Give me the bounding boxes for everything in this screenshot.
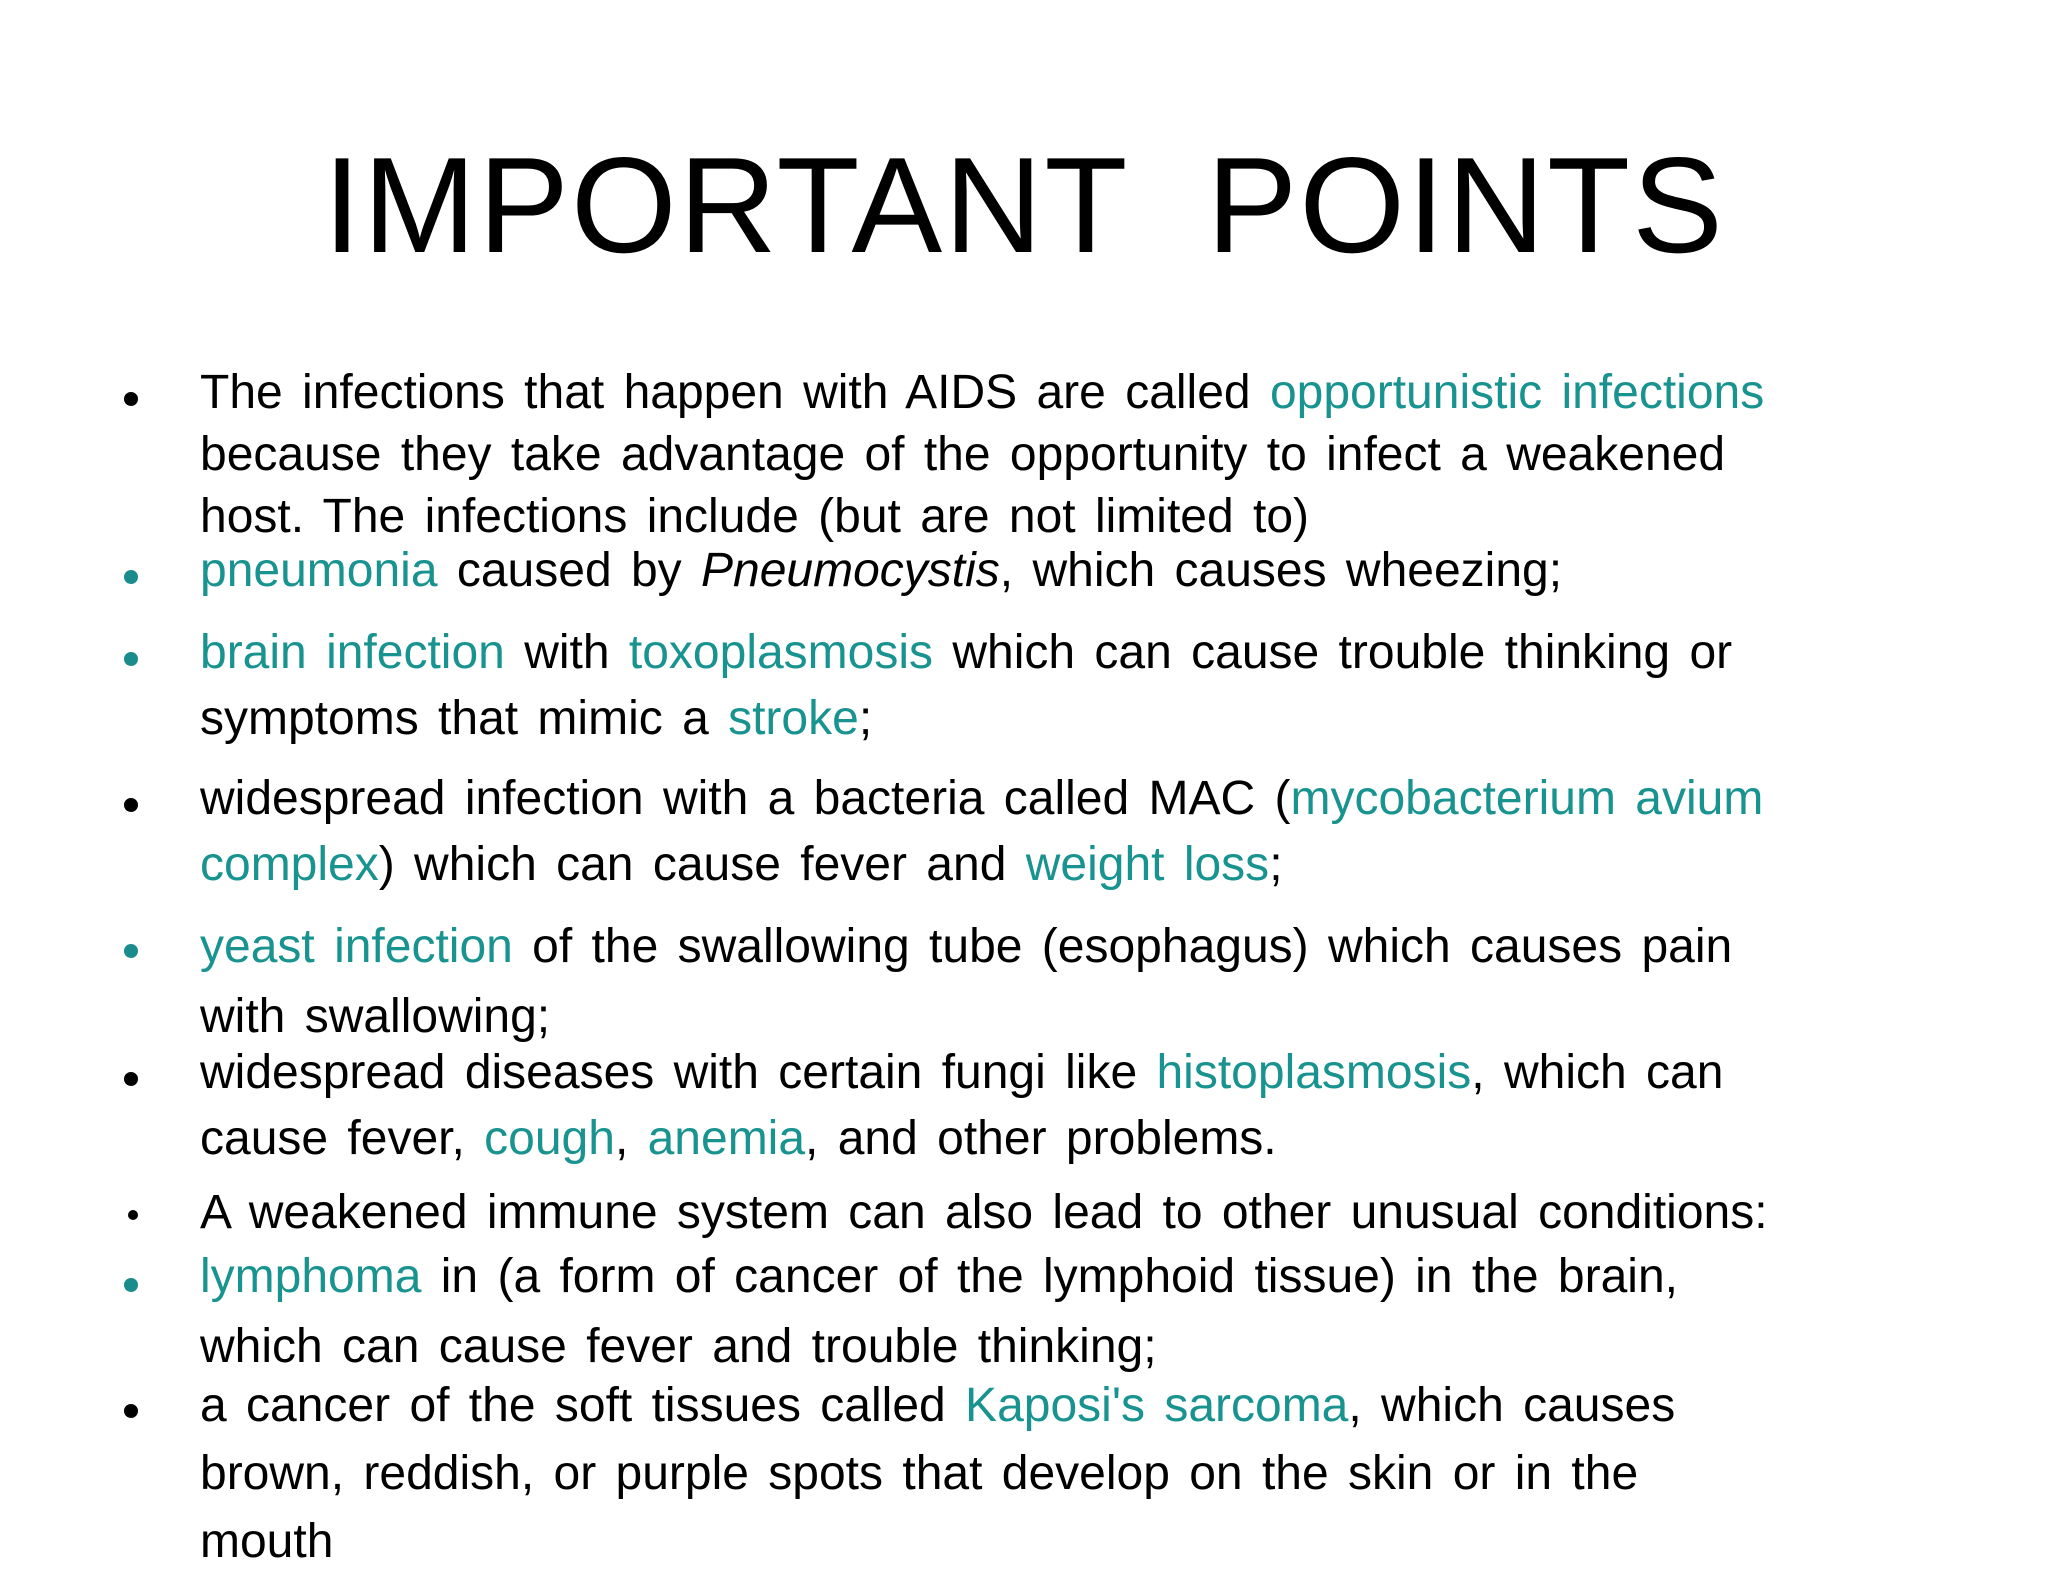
body-text: , which can	[1471, 1046, 1724, 1099]
bullet-marker	[124, 392, 138, 406]
bullet-marker	[124, 944, 138, 958]
highlighted-term: complex	[200, 838, 379, 891]
slide-title: IMPORTANT POINTS	[323, 129, 1725, 281]
bullet-line	[200, 1440, 1920, 1508]
bullet-line	[200, 1106, 1920, 1172]
highlighted-term: Kaposi's sarcoma	[965, 1379, 1349, 1432]
highlighted-term: histoplasmosis	[1156, 1046, 1472, 1099]
body-text: a cancer of the soft tissues called	[200, 1379, 966, 1432]
body-text: in (a form of cancer of the lymphoid tissue) in the brain,	[421, 1250, 1678, 1303]
body-text: with	[504, 626, 629, 679]
bullet-item	[200, 766, 1920, 898]
body-text: , and other problems.	[805, 1112, 1277, 1165]
highlighted-term: opportunistic infections	[1269, 366, 1765, 419]
body-text: ) which can cause fever and	[378, 838, 1026, 891]
highlighted-term: toxoplasmosis	[628, 626, 934, 679]
bullet-line	[200, 424, 1920, 486]
bullet-item	[200, 620, 1920, 752]
body-text: symptoms that mimic a	[200, 692, 729, 745]
bullet-item	[200, 540, 1920, 602]
bullet-line	[200, 766, 1920, 832]
body-text: mouth	[200, 1515, 334, 1568]
body-text: , which causes wheezing;	[999, 544, 1563, 597]
body-text: which can cause fever and trouble thinking;	[200, 1320, 1157, 1373]
italic-term: Pneumocystis	[701, 544, 1000, 597]
bullet-line	[200, 912, 1920, 982]
bullet-marker	[128, 1210, 138, 1220]
highlighted-term: weight loss	[1025, 838, 1270, 891]
body-text: A weakened immune system can also lead to other unusual conditions:	[200, 1186, 1768, 1239]
bullet-item	[200, 1372, 1920, 1576]
highlighted-term: stroke	[728, 692, 859, 745]
body-text: cause fever,	[200, 1112, 485, 1165]
highlighted-term: cough	[484, 1112, 615, 1165]
bullet-item	[200, 912, 1920, 1052]
bullet-line	[200, 540, 1920, 602]
bullet-line	[200, 1040, 1920, 1106]
bullet-line	[200, 1182, 1920, 1244]
body-text: which can cause trouble thinking or	[933, 626, 1733, 679]
body-text: because they take advantage of the opportunity to infect a weakened	[200, 428, 1726, 481]
bullet-item	[200, 1040, 1920, 1172]
bullet-item	[200, 1242, 1920, 1382]
bullet-marker	[124, 798, 138, 812]
bullet-line	[200, 1508, 1920, 1576]
bullet-line	[200, 832, 1920, 898]
body-text: ;	[858, 692, 873, 745]
body-text: , which causes	[1348, 1379, 1676, 1432]
bullet-marker	[124, 570, 138, 584]
body-text: with swallowing;	[200, 990, 551, 1043]
bullet-item	[200, 1182, 1920, 1244]
highlighted-term: lymphoma	[200, 1250, 422, 1303]
bullet-line	[200, 362, 1920, 424]
bullet-marker	[124, 1072, 138, 1086]
highlighted-term: brain infection	[200, 626, 505, 679]
bullet-line	[200, 620, 1920, 686]
bullet-marker	[124, 1278, 138, 1292]
bullet-line	[200, 486, 1920, 548]
bullet-marker	[124, 1404, 138, 1418]
highlighted-term: pneumonia	[200, 544, 438, 597]
highlighted-term: mycobacterium avium	[1290, 772, 1764, 825]
bullet-marker	[124, 652, 138, 666]
body-text: of the swallowing tube (esophagus) which causes pain	[512, 920, 1733, 973]
bullet-line	[200, 1372, 1920, 1440]
body-text: The infections that happen with AIDS are called	[200, 366, 1270, 419]
bullet-line	[200, 1242, 1920, 1312]
body-text: caused by	[437, 544, 701, 597]
body-text: ;	[1269, 838, 1283, 891]
bullet-item	[200, 362, 1920, 548]
body-text: brown, reddish, or purple spots that develop on the skin or in the	[200, 1447, 1639, 1500]
body-text: widespread diseases with certain fungi like	[200, 1046, 1157, 1099]
highlighted-term: anemia	[647, 1112, 806, 1165]
body-text: ,	[614, 1112, 648, 1165]
body-text: widespread infection with a bacteria called MAC (	[200, 772, 1291, 825]
highlighted-term: yeast infection	[200, 920, 513, 973]
body-text: host. The infections include (but are not limited to)	[200, 490, 1310, 543]
bullet-line	[200, 686, 1920, 752]
